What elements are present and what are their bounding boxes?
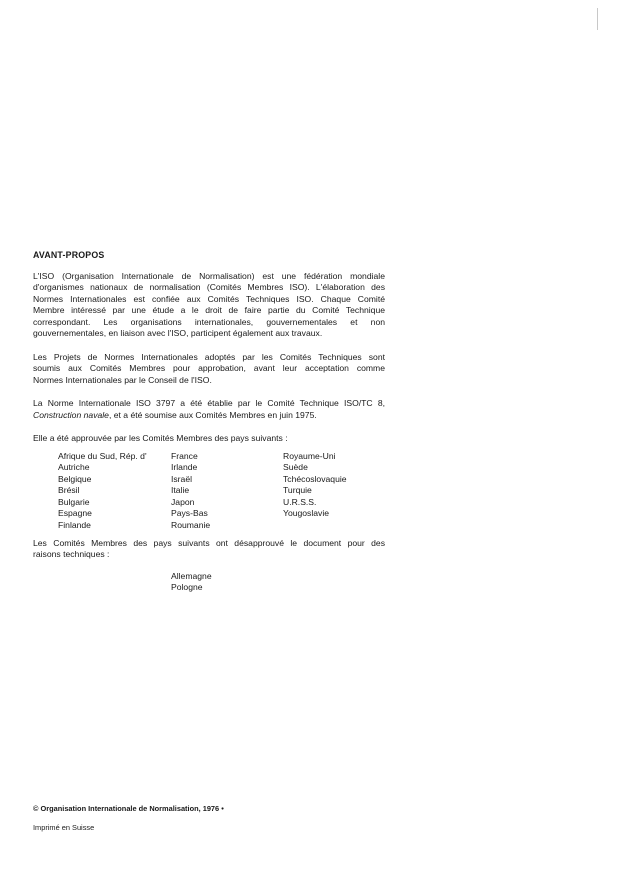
paragraph-line: Membre intéressé par une étude a le droit de faire partie du Comité Technique (33, 305, 385, 315)
paragraph-line: raisons techniques : (33, 549, 110, 559)
paragraph-line: gouvernementales, en liaison avec l'ISO, participent également aux travaux. (33, 328, 323, 338)
printed-in-notice: Imprimé en Suisse (33, 823, 95, 832)
country-name: Espagne (58, 508, 92, 518)
country-name: Roumanie (171, 519, 211, 530)
paragraph-line: La Norme Internationale ISO 3797 a été établie par le Comité Technique ISO/TC 8, (33, 398, 385, 408)
country-name: U.R.S.S. (283, 496, 317, 507)
country-name: France (171, 450, 198, 461)
country-column (283, 451, 347, 520)
approved-intro: Elle a été approuvée par les Comités Membres des pays suivants : (33, 433, 288, 443)
country-name: Pologne (171, 582, 203, 592)
paragraph-line-rest: , et a été soumise aux Comités Membres en juin 1975. (108, 409, 317, 420)
country-column (171, 451, 210, 532)
country-name: Yougoslavie (283, 508, 330, 518)
country-name: Japon (171, 496, 195, 507)
country-name: Allemagne (171, 570, 212, 581)
country-name: Afrique du Sud, Rép. d' (58, 450, 147, 461)
paragraph-line: Normes Internationales par le Conseil de l'ISO. (33, 374, 212, 385)
country-column (58, 451, 147, 532)
iso-description-paragraph (33, 271, 385, 340)
country-name: Belgique (58, 473, 92, 484)
paragraph-line: d'organismes nationaux de normalisation (Comités Membres ISO). L'élaboration des (33, 282, 385, 292)
page-edge-mark (597, 8, 598, 30)
country-name: Suède (283, 462, 308, 472)
approved-countries-list (33, 450, 385, 530)
disapproved-intro-paragraph (33, 538, 385, 561)
country-name: Israël (171, 473, 193, 484)
paragraph-line: L'ISO (Organisation Internationale de Normalisation) est une fédération mondiale (33, 270, 385, 281)
foreword-section (33, 250, 385, 594)
country-name: Autriche (58, 462, 90, 472)
section-heading: AVANT-PROPOS (33, 250, 105, 260)
country-name: Finlande (58, 519, 91, 530)
country-name: Italie (171, 485, 190, 495)
country-name: Irlande (171, 462, 198, 472)
copyright-notice: © Organisation Internationale de Normalisation, 1976 • (33, 804, 224, 813)
country-name: Tchécoslovaquie (283, 473, 347, 484)
paragraph-line: Les Projets de Normes Internationales adoptés par les Comités Techniques sont (33, 351, 385, 362)
paragraph-line: Les Comités Membres des pays suivants ont désapprouvé le document pour des (33, 537, 385, 548)
paragraph-line: correspondant. Les organisations internationales, gouvernementales et non (33, 316, 385, 327)
draft-standards-paragraph (33, 352, 385, 387)
country-name: Brésil (58, 485, 80, 495)
country-name: Pays-Bas (171, 508, 208, 518)
country-name: Royaume-Uni (283, 450, 336, 461)
committee-title: Construction navale (33, 409, 109, 420)
paragraph-line: Normes Internationales est confiée aux Comités Techniques ISO. Chaque Comité (33, 293, 385, 304)
paragraph-line: soumis aux Comités Membres pour approbation, avant leur acceptation comme (33, 363, 385, 373)
disapproved-countries-list (171, 571, 385, 594)
country-name: Turquie (283, 485, 312, 495)
country-name: Bulgarie (58, 496, 90, 507)
standard-origin-paragraph (33, 398, 385, 421)
paragraph-line (33, 410, 385, 422)
